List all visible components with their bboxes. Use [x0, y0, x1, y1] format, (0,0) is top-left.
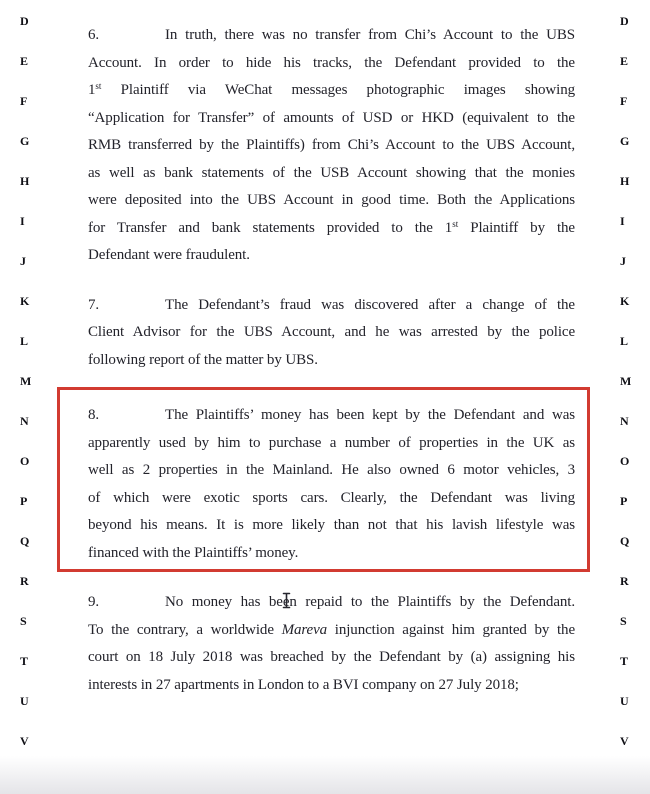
para-line: 8. The Plaintiffs’ money has been kept by the Defendant and was — [88, 402, 575, 430]
margin-letter: J — [20, 254, 26, 268]
para-line: 1st Plaintiff via WeChat messages photographic images showing — [88, 81, 575, 98]
para-line: Account. In order to hide his tracks, the Defendant provided to the — [88, 54, 575, 71]
margin-letter: T — [620, 654, 629, 668]
para-line: To the contrary, a worldwide Mareva injunction against him granted by the — [88, 621, 575, 638]
paragraph-number: 6. — [88, 27, 100, 43]
margin-letter: P — [620, 494, 628, 508]
para-line: well as 2 properties in the Mainland. He also owned 6 motor vehicles, 3 — [88, 462, 575, 478]
margin-letter: L — [620, 334, 629, 348]
para-line: apparently used by him to purchase a number of properties in the UK as — [88, 434, 575, 451]
margin-letter: F — [20, 94, 28, 108]
paragraph-9 — [88, 589, 575, 699]
margin-letter: U — [620, 694, 629, 708]
margin-letter: D — [20, 14, 29, 28]
margin-letter: E — [20, 54, 29, 68]
paragraph-number: 7. — [88, 296, 100, 313]
para-line: 6. In truth, there was no transfer from Chi’s Account to the UBS — [88, 22, 575, 50]
margin-letter: S — [20, 614, 27, 628]
text-cursor-icon — [282, 592, 291, 609]
para-line: court on 18 July 2018 was breached by the Defendant by (a) assigning his — [88, 649, 575, 665]
para-line: Client Advisor for the UBS Account, and he was arrested by the police — [88, 324, 575, 340]
para-line: beyond his means. It is more likely than not that his lavish lifestyle was — [88, 517, 575, 533]
margin-letter: V — [20, 734, 29, 748]
page-bottom-shade — [0, 756, 650, 794]
paragraph-number: 9. — [88, 594, 100, 610]
para-line: 7. The Defendant’s fraud was discovered after a change of the — [88, 292, 575, 320]
margin-letter: V — [620, 734, 629, 748]
margin-letter: L — [20, 334, 29, 348]
para-line: interests in 27 apartments in London to a BVI company on 27 July 2018; — [88, 676, 519, 693]
margin-letter: K — [620, 294, 630, 308]
margin-letter: Q — [20, 534, 30, 548]
margin-letter: H — [620, 174, 630, 188]
left-margin-letter-column — [20, 0, 36, 794]
para-line: for Transfer and bank statements provided to the 1st Plaintiff by the — [88, 218, 575, 236]
document-body — [88, 22, 575, 699]
para-line: were deposited into the UBS Account in good time. Both the Applications — [88, 192, 575, 208]
right-margin-letter-column — [620, 0, 636, 794]
margin-letter: I — [20, 214, 25, 228]
para-line: 9. No money has been repaid to the Plaintiffs by the Defendant. — [88, 589, 575, 617]
paragraph-6 — [88, 22, 575, 270]
margin-letter: K — [20, 294, 30, 308]
highlight-box — [57, 387, 590, 572]
margin-letter: E — [620, 54, 629, 68]
margin-letter: D — [620, 14, 629, 28]
margin-letter: R — [20, 574, 29, 588]
margin-letter: O — [620, 454, 630, 468]
margin-letter: P — [20, 494, 28, 508]
margin-letter: M — [20, 374, 32, 388]
paragraph-8 — [88, 402, 575, 567]
margin-letter: N — [620, 414, 629, 428]
margin-letter: T — [20, 654, 29, 668]
paragraph-7 — [88, 292, 575, 375]
para-line: following report of the matter by UBS. — [88, 351, 318, 368]
para-line: financed with the Plaintiffs’ money. — [88, 544, 299, 561]
para-line: as well as bank statements of the USB Account showing that the monies — [88, 164, 575, 181]
para-line: RMB transferred by the Plaintiffs) from Chi’s Account to the UBS Account, — [88, 137, 575, 153]
margin-letter: F — [620, 94, 628, 108]
margin-letter: Q — [620, 534, 630, 548]
margin-letter: R — [620, 574, 629, 588]
margin-letter: J — [620, 254, 626, 268]
margin-letter: N — [20, 414, 29, 428]
paragraph-number: 8. — [88, 407, 100, 423]
margin-letter: I — [620, 214, 625, 228]
para-line: “Application for Transfer” of amounts of USD or HKD (equivalent to the — [88, 109, 575, 126]
margin-letter: M — [620, 374, 632, 388]
margin-letter: S — [620, 614, 627, 628]
margin-letter: O — [20, 454, 30, 468]
margin-letter: G — [20, 134, 30, 148]
margin-letter: G — [620, 134, 630, 148]
para-line: Defendant were fraudulent. — [88, 247, 250, 263]
margin-letter: U — [20, 694, 29, 708]
margin-letter: H — [20, 174, 30, 188]
para-line: of which were exotic sports cars. Clearly, the Defendant was living — [88, 489, 575, 506]
